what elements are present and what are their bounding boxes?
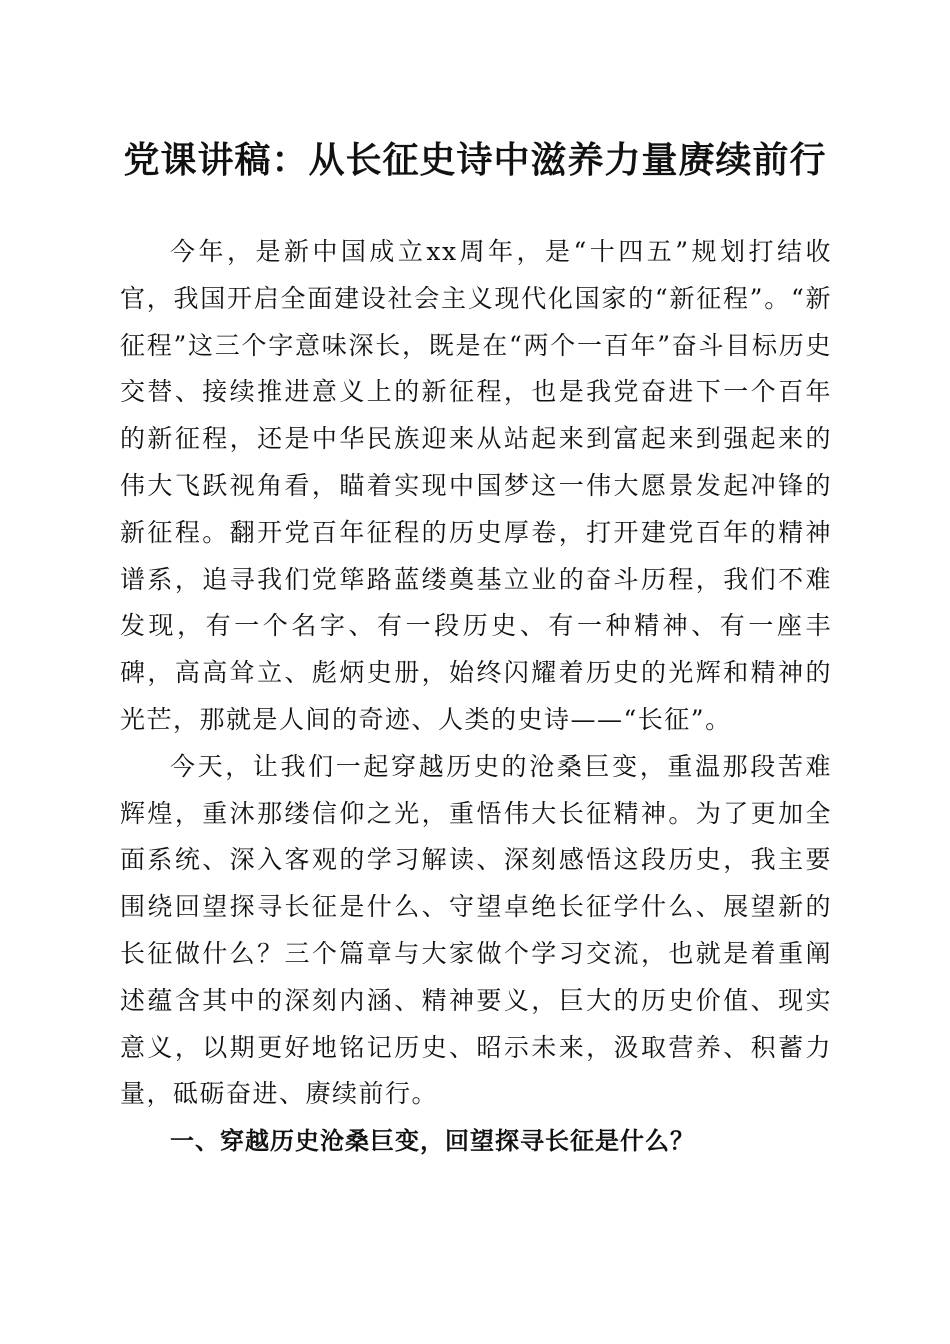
section-heading: 一、穿越历史沧桑巨变，回望探寻长征是什么？ <box>170 1127 695 1156</box>
document-body <box>120 229 832 1165</box>
paragraph-intro: 今年，是新中国成立xx周年，是“十四五”规划打结收官，我国开启全面建设社会主义现代化国家的“新征程”。“新征程”这三个字意味深长，既是在“两个一百年”奋斗目标历史交替、接续推进意义上的新征程，也是我党奋进下一个百年的新征程，还是中华民族迎来从站起来到富起来到强起来的伟大飞跃视角看，瞄着实现中国梦这一伟大愿景发起冲锋的新征程。翻开党百年征程的历史厚卷，打开建党百年的精神谱系，追寻我们党筚路蓝缕奠基立业的奋斗历程，我们不难发现，有一个名字、有一段历史、有一种精神、有一座丰碑，高高耸立、彪炳史册，始终闪耀着历史的光辉和精神的光芒，那就是人间的奇迹、人类的史诗——“长征”。 <box>120 237 832 734</box>
paragraph-overview: 今天，让我们一起穿越历史的沧桑巨变，重温那段苦难辉煌，重沐那缕信仰之光，重悟伟大长征精神。为了更加全面系统、深入客观的学习解读、深刻感悟这段历史，我主要围绕回望探寻长征是什么、守望卓绝长征学什么、展望新的长征做什么？三个篇章与大家做个学习交流，也就是着重阐述蕴含其中的深刻内涵、精神要义，巨大的历史价值、现实意义，以期更好地铭记历史、昭示未来，汲取营养、积蓄力量，砥砺奋进、赓续前行。 <box>120 751 832 1109</box>
document-title: 党课讲稿：从长征史诗中滋养力量赓续前行 <box>123 139 827 181</box>
